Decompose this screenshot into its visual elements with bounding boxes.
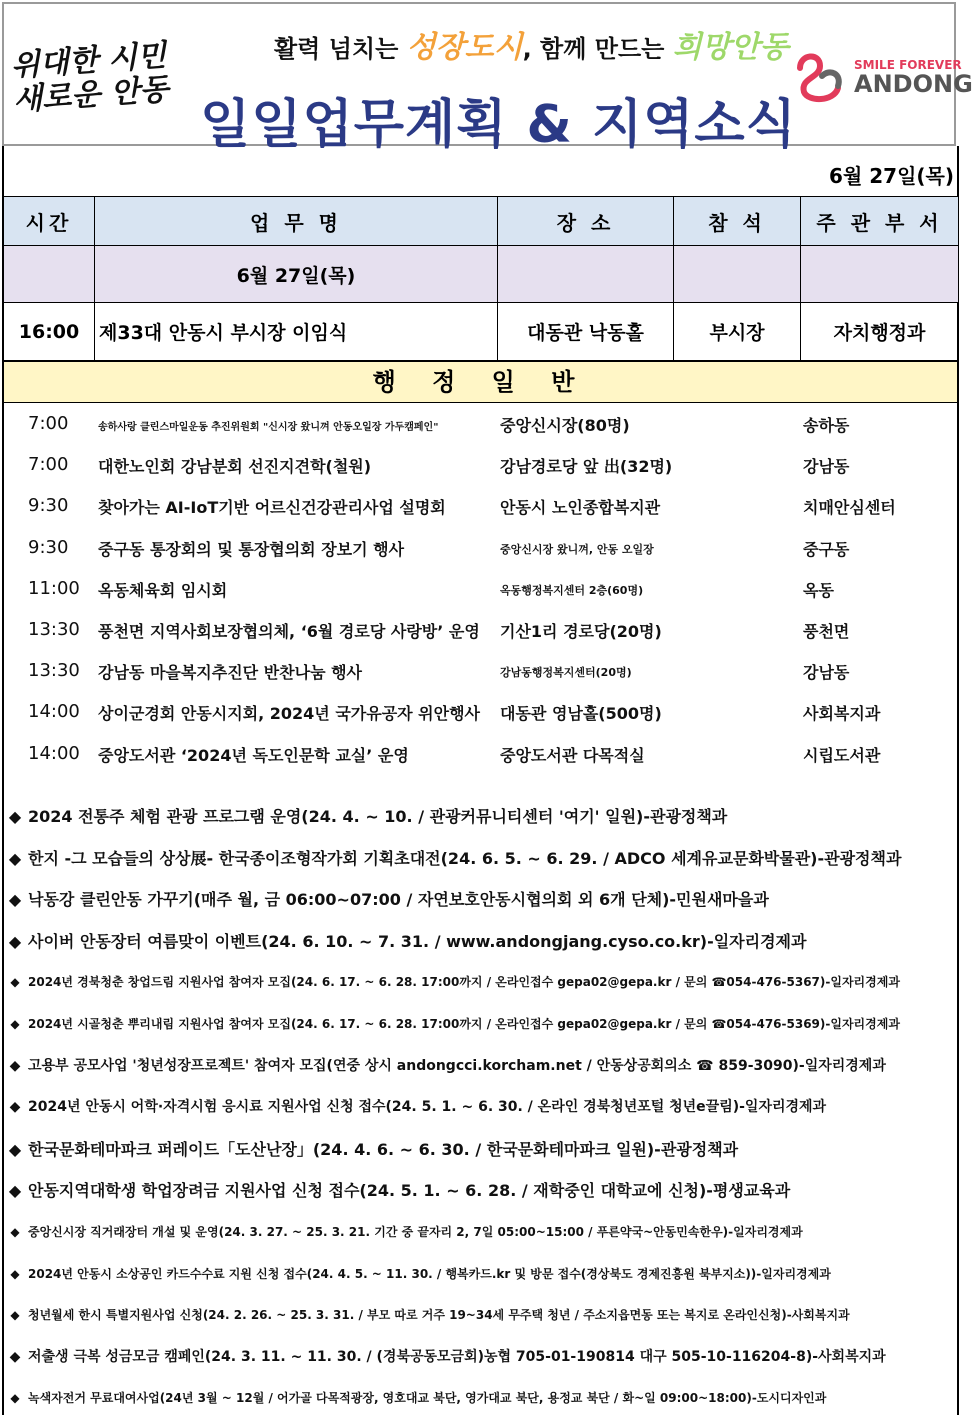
diamond-bullet-icon: ◆ — [9, 1348, 21, 1365]
notice-text: 중앙신시장 직거래장터 개설 및 운영(24. 3. 27. ~ 25. 3. 21. 기간 중 끝자리 2, 7일 05:00~15:00 / 푸른약국~안동민속한우)-일자리경제과 — [28, 1224, 803, 1239]
admin-time: 9:30 — [28, 495, 69, 517]
admin-place: 안동시 노인종합복지관 — [500, 498, 661, 518]
diamond-bullet-icon: ◆ — [8, 1181, 22, 1201]
admin-time: 14:00 — [28, 742, 80, 764]
notice-text: 녹색자전거 무료대여사업(24년 3월 ~ 12월 / 어가골 다목적광장, 영호대교 북단, 영가대교 북단, 용정교 북단 / 화~일 09:00~18:00)-도시디자인과 — [28, 1391, 827, 1406]
tagline-pre: 활력 넘치는 — [274, 35, 399, 63]
event-task: 제33대 안동시 부시장 이임식 — [95, 303, 498, 361]
list-item — [0, 1046, 958, 1088]
diamond-bullet-icon: ◆ — [10, 1308, 20, 1323]
admin-time: 9:30 — [28, 536, 69, 558]
admin-dept: 사회복지과 — [803, 704, 881, 724]
list-item — [0, 1295, 958, 1337]
diamond-bullet-icon: ◆ — [8, 848, 22, 868]
event-dept: 자치행정과 — [801, 303, 959, 361]
diamond-bullet-icon: ◆ — [10, 1266, 20, 1281]
list-item — [0, 1087, 958, 1129]
list-item — [0, 962, 958, 1004]
diamond-bullet-icon: ◆ — [8, 807, 22, 826]
date-row-empty — [498, 246, 674, 303]
notice-text: 2024년 시골청춘 뿌리내림 지원사업 참여자 모집(24. 6. 17. ~ 6. 28. 17:00까지 / 온라인접수 gepa02@gepa.kr / 문의 ☎054-476-5369)-일자리경제과 — [28, 1016, 900, 1031]
diamond-bullet-icon: ◆ — [10, 1391, 20, 1406]
header-time: 시간 — [4, 197, 95, 246]
event-attendee: 부시장 — [674, 303, 801, 361]
list-item — [0, 796, 958, 838]
notice-text: 2024년 경북청춘 창업드림 지원사업 참여자 모집(24. 6. 17. ~ 6. 28. 17:00까지 / 온라인접수 gepa02@gepa.kr / 문의 ☎054-476-5367)-일자리경제과 — [28, 975, 900, 990]
list-item — [0, 527, 958, 568]
header-attendee: 참 석 — [674, 197, 801, 246]
admin-place: 중앙신시장(80명) — [500, 416, 630, 435]
admin-dept: 치매안심센터 — [803, 498, 896, 518]
admin-task: 강남동 마을복지추진단 반찬나눔 행사 — [98, 663, 363, 683]
admin-place: 옥동행정복지센터 2층(60명) — [500, 583, 644, 597]
admin-task: 중앙도서관 ‘2024년 독도인문학 교실’ 운영 — [98, 745, 409, 765]
list-item — [0, 921, 958, 963]
notice-text: 한지 -그 모습들의 상상展- 한국종이조형작가회 기획초대전(24. 6. 5. ~ 6. 29. / ADCO 세계유교문화박물관)-관광정책과 — [28, 848, 902, 868]
admin-place: 대동관 영남홀(500명) — [500, 704, 662, 724]
list-item — [0, 691, 958, 732]
andong-logo — [794, 48, 973, 108]
tagline — [274, 22, 789, 66]
list-item — [0, 879, 958, 921]
date-row-empty — [674, 246, 801, 303]
tagline-highlight-growth: 성장도시 — [406, 30, 523, 65]
diamond-bullet-icon: ◆ — [8, 931, 22, 951]
notice-text: 사이버 안동장터 여름맞이 이벤트(24. 6. 10. ~ 7. 31. / www.andongjang.cyso.co.kr)-일자리경제과 — [28, 931, 807, 951]
list-item — [0, 444, 958, 485]
date-row-empty — [801, 246, 959, 303]
admin-time: 13:30 — [28, 660, 80, 682]
admin-dept: 송하동 — [803, 416, 850, 435]
admin-task: 송하사랑 클린스마일운동 추진위원회 "신시장 왔니껴 안동오일장 가두캠페인" — [98, 422, 439, 433]
notice-text: 고용부 공모사업 '청년성장프로젝트' 참여자 모집(연중 상시 andongcci.korcham.net / 안동상공회의소 ☎ 859-3090)-일자리경제과 — [28, 1057, 886, 1074]
notice-text: 2024 전통주 체험 관광 프로그램 운영(24. 4. ~ 10. / 관광커뮤니티센터 '여기' 일원)-관광정책과 — [28, 807, 728, 826]
andong-logo-icon — [794, 48, 846, 104]
report-date: 6월 27일(목) — [829, 164, 954, 188]
admin-task: 대한노인회 강남분회 선진지견학(철원) — [98, 457, 372, 477]
date-row-empty — [4, 246, 95, 303]
diamond-bullet-icon: ◆ — [10, 1224, 20, 1239]
list-item — [0, 403, 958, 444]
admin-time: 7:00 — [28, 413, 69, 434]
admin-place: 중앙신시장 왔니껴, 안동 오일장 — [500, 542, 654, 556]
notice-text: 한국문화테마파크 퍼레이드「도산난장」(24. 4. 6. ~ 6. 30. / 한국문화테마파크 일원)-관광정책과 — [28, 1139, 739, 1159]
admin-task: 찾아가는 AI-IoT기반 어르신건강관리사업 설명회 — [98, 498, 446, 518]
notice-list — [0, 796, 958, 1420]
tagline-highlight-hope: 희망안동 — [672, 30, 789, 65]
list-item — [0, 568, 958, 609]
admin-time: 13:30 — [28, 618, 80, 640]
diamond-bullet-icon: ◆ — [9, 1099, 21, 1116]
admin-place: 기산1리 경로당(20명) — [500, 621, 662, 641]
page-title: 일일업무계획 & 지역소식 — [200, 95, 797, 155]
diamond-bullet-icon: ◆ — [8, 890, 22, 910]
admin-time: 7:00 — [28, 454, 69, 476]
table-header-row — [4, 197, 959, 246]
admin-task: 옥동체육회 임시회 — [98, 580, 228, 600]
section-title-admin: 행 정 일 반 — [3, 361, 958, 403]
admin-dept: 풍천면 — [803, 621, 850, 641]
admin-dept: 시립도서관 — [803, 745, 881, 765]
list-item — [0, 1378, 958, 1420]
admin-time: 14:00 — [28, 701, 80, 723]
admin-task: 풍천면 지역사회보장협의체, ‘6월 경로당 사랑방’ 운영 — [98, 621, 480, 641]
date-row-label: 6월 27일(목) — [95, 246, 498, 303]
admin-task: 중구동 통장회의 및 통장협의회 장보기 행사 — [98, 539, 405, 559]
admin-time: 11:00 — [28, 577, 80, 599]
table-date-row — [4, 246, 959, 303]
logo-sub-text: SMILE FOREVER — [854, 58, 962, 72]
list-item — [0, 1254, 958, 1296]
admin-place: 강남경로당 앞 出(32명) — [500, 457, 673, 477]
event-time: 16:00 — [4, 303, 95, 361]
header-dept: 주 관 부 서 — [801, 197, 959, 246]
list-item — [0, 1337, 958, 1379]
event-place: 대동관 낙동홀 — [498, 303, 674, 361]
notice-text: 2024년 안동시 소상공인 카드수수료 지원 신청 접수(24. 4. 5. ~ 11. 30. / 행복카드.kr 및 방문 접수(경상북도 경제진흥원 북부지소))-일자리경제과 — [28, 1266, 831, 1281]
diamond-bullet-icon: ◆ — [8, 1139, 22, 1159]
list-item — [0, 650, 958, 691]
table-row — [4, 303, 959, 361]
notice-text: 안동지역대학생 학업장려금 지원사업 신청 접수(24. 5. 1. ~ 6. 28. / 재학중인 대학교에 신청)-평생교육과 — [28, 1181, 791, 1201]
tagline-mid: , 함께 만드는 — [522, 35, 665, 63]
notice-text: 저출생 극복 성금모금 캠페인(24. 3. 11. ~ 11. 30. / (경북공동모금회)농협 705-01-190814 대구 505-10-116204-8)-사회복지과 — [28, 1348, 886, 1365]
slogan-left: 위대한 시민 새로운 안동 — [9, 38, 170, 118]
list-item — [0, 733, 958, 774]
schedule-table — [3, 196, 959, 361]
list-item — [0, 838, 958, 880]
admin-place: 강남동행정복지센터(20명) — [500, 666, 632, 680]
notice-text: 청년월세 한시 특별지원사업 신청(24. 2. 26. ~ 25. 3. 31. / 부모 따로 거주 19~34세 무주택 청년 / 주소지읍면동 또는 복지로 온라인신청)-사회복지과 — [28, 1308, 850, 1323]
header-task: 업 무 명 — [95, 197, 498, 246]
list-item — [0, 609, 958, 650]
diamond-bullet-icon: ◆ — [9, 1057, 21, 1074]
diamond-bullet-icon: ◆ — [10, 1016, 20, 1031]
header-place: 장 소 — [498, 197, 674, 246]
list-item — [0, 485, 958, 526]
admin-task: 상이군경회 안동시지회, 2024년 국가유공자 위안행사 — [98, 704, 481, 724]
list-item — [0, 1170, 958, 1212]
notice-text: 낙동강 클린안동 가꾸기(매주 월, 금 06:00~07:00 / 자연보호안동시협의회 외 6개 단체)-민원새마을과 — [28, 890, 769, 910]
list-item — [0, 1004, 958, 1046]
admin-dept: 강남동 — [803, 663, 850, 683]
diamond-bullet-icon: ◆ — [10, 975, 20, 990]
admin-dept: 중구동 — [803, 539, 850, 559]
page-header — [2, 2, 973, 155]
admin-place: 중앙도서관 다목적실 — [500, 745, 645, 765]
admin-dept: 강남동 — [803, 457, 850, 477]
list-item — [0, 1129, 958, 1171]
logo-main-text: ANDONG — [854, 70, 973, 98]
admin-list — [0, 403, 958, 774]
admin-dept: 옥동 — [803, 580, 834, 600]
notice-text: 2024년 안동시 어학·자격시험 응시료 지원사업 신청 접수(24. 5. 1. ~ 6. 30. / 온라인 경북청년포털 청년e끌림)-일자리경제과 — [28, 1099, 827, 1116]
list-item — [0, 1212, 958, 1254]
